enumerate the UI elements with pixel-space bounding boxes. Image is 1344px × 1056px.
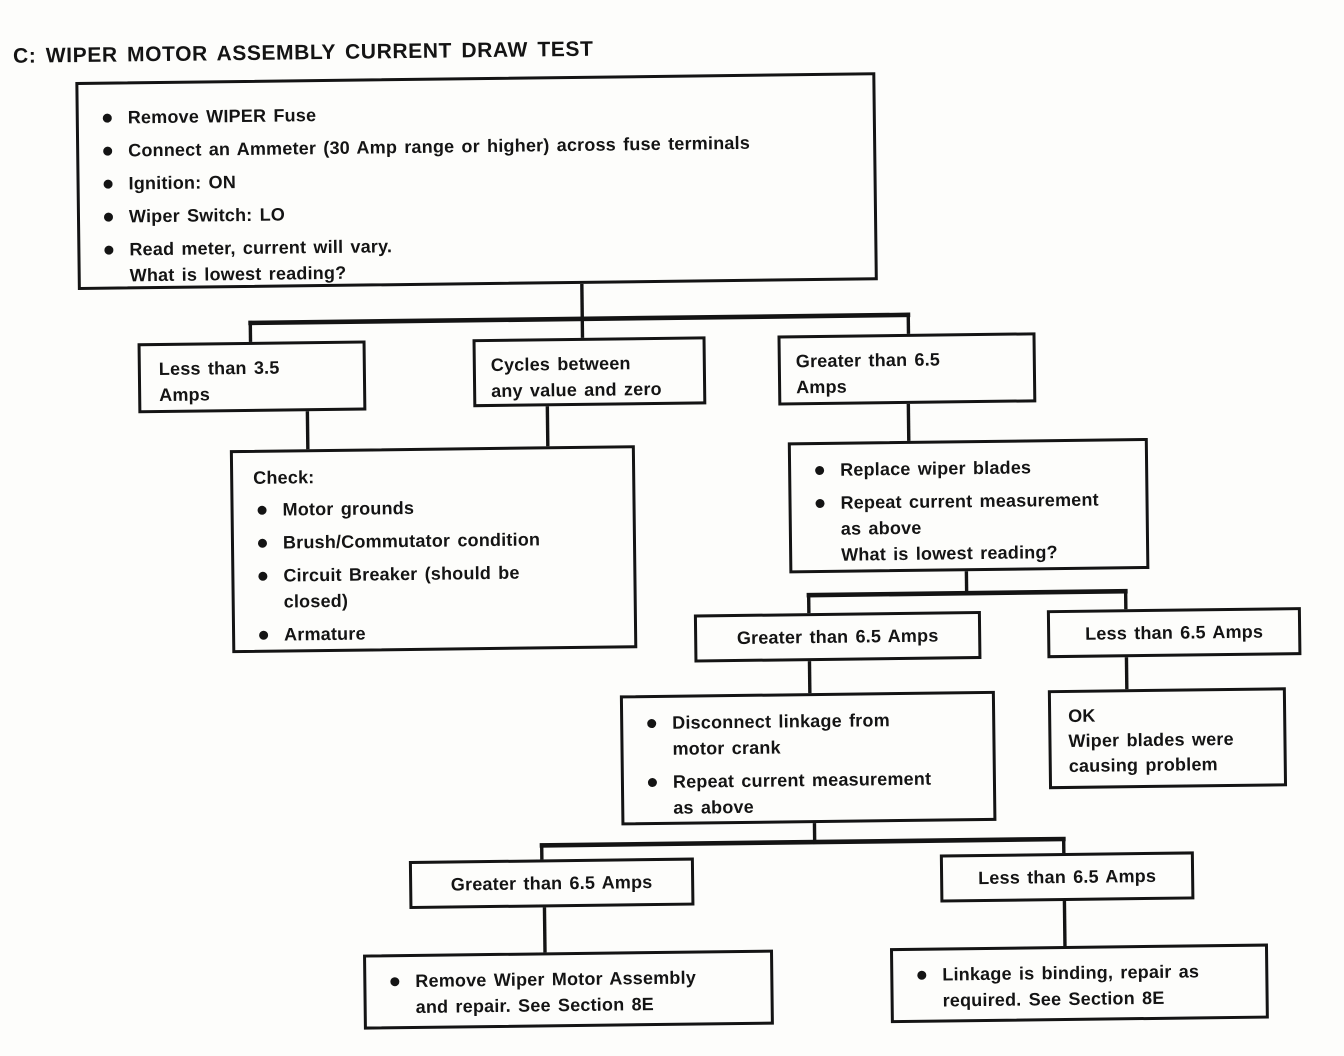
procedure-step — [100, 227, 861, 288]
decision-greater-than-6-5-amps: Greater than 6.5 Amps — [777, 332, 1036, 405]
replace-wiper-blades-box — [788, 438, 1150, 573]
bullet-icon — [103, 114, 112, 123]
action-item: Replace wiper blades — [811, 453, 1131, 483]
decision-less-than-3-5-amps: Less than 3.5 Amps — [138, 341, 367, 414]
decision3-less-than-6-5-amps: Less than 6.5 Amps — [940, 851, 1195, 902]
disconnect-linkage-box — [620, 691, 997, 826]
action-item: Repeat current measurement as above — [644, 765, 980, 821]
procedure-step-text: Wiper Switch: LO — [128, 204, 286, 227]
decision2-less-than-6-5-amps: Less than 6.5 Amps — [1047, 607, 1302, 658]
decision2-greater-than-6-5-amps: Greater than 6.5 Amps — [694, 611, 982, 663]
bullet-icon — [647, 719, 656, 728]
bullet-icon — [258, 572, 267, 581]
procedure-step-text: Ignition: ON — [128, 172, 237, 194]
ok-result-box: OK Wiper blades were causing problem — [1048, 687, 1287, 789]
bullet-icon — [104, 246, 113, 255]
procedure-step — [100, 194, 860, 229]
bullet-icon — [104, 180, 113, 189]
action-item: Repeat current measurement as above What is lowest reading? — [811, 486, 1132, 568]
check-item: Motor grounds — [253, 492, 618, 522]
check-heading: Check: — [253, 467, 315, 488]
check-item: Circuit Breaker (should be closed) — [254, 558, 620, 614]
bullet-icon — [258, 539, 267, 548]
procedure-step — [99, 128, 859, 163]
decision-cycles-between: Cycles between any value and zero — [473, 336, 707, 407]
procedure-step-text: Remove WIPER Fuse — [127, 105, 317, 128]
check-list-box — [230, 445, 637, 653]
bullet-icon — [917, 971, 926, 980]
page-title: C: WIPER MOTOR ASSEMBLY CURRENT DRAW TEST — [12, 37, 594, 68]
procedure-step — [99, 95, 859, 130]
bullet-icon — [815, 499, 824, 508]
bullet-icon — [390, 977, 399, 986]
action-item: Disconnect linkage from motor crank — [643, 706, 979, 762]
bullet-icon — [648, 778, 657, 787]
procedure-step-text: Read meter, current will vary. What is lowest reading? — [129, 236, 393, 286]
bullet-icon — [104, 213, 113, 222]
bullet-icon — [258, 506, 267, 515]
procedure-box — [75, 72, 877, 290]
decision3-greater-than-6-5-amps: Greater than 6.5 Amps — [409, 858, 695, 909]
procedure-step-text: Connect an Ammeter (30 Amp range or higher) across fuse terminals — [128, 132, 751, 161]
action-item: Linkage is binding, repair as required. See Section 8E — [913, 958, 1252, 1014]
linkage-binding-result-box — [890, 944, 1269, 1024]
check-item: Brush/Commutator condition — [254, 525, 619, 555]
check-item: Armature — [255, 617, 620, 647]
bullet-icon — [103, 147, 112, 156]
remove-motor-result-box — [363, 950, 774, 1030]
bullet-icon — [815, 466, 824, 475]
action-item: Remove Wiper Motor Assembly and repair. See Section 8E — [386, 964, 757, 1021]
bullet-icon — [259, 631, 268, 640]
procedure-step — [99, 161, 859, 196]
